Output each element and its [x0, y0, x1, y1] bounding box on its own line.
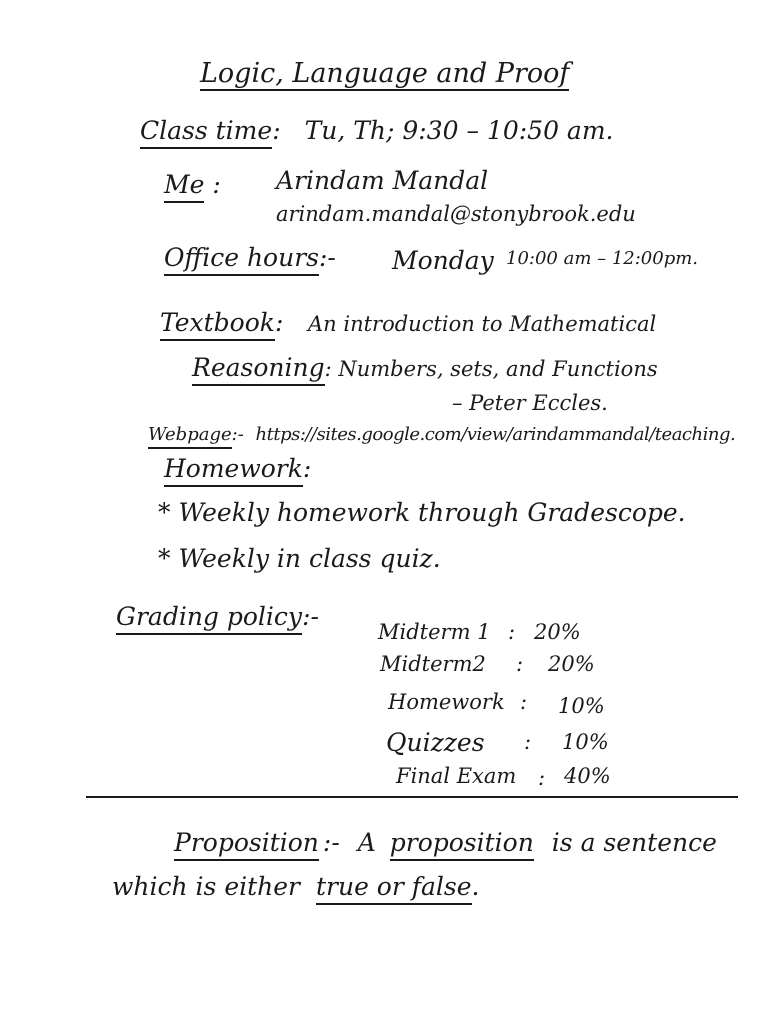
webpage-label: Webpage: [148, 424, 232, 449]
me-label: Me: [164, 170, 204, 203]
grading-item-value: 40%: [564, 764, 611, 788]
proposition-definition-line1: [174, 830, 717, 855]
class-time-value: Tu, Th; 9:30 – 10:50 am.: [304, 116, 614, 145]
proposition-text-b: is a sentence: [551, 828, 717, 857]
proposition-text-c: which is either: [112, 872, 301, 901]
proposition-text-a: A: [357, 828, 376, 857]
grading-item-sep: :: [508, 620, 516, 644]
grading-item-sep: :: [516, 652, 524, 676]
grading-item-value: 10%: [558, 694, 605, 718]
instructor-email: arindam.mandal@stonybrook.edu: [276, 202, 636, 226]
page-title: Logic, Language and Proof: [200, 58, 570, 89]
webpage-sep: :-: [231, 424, 244, 445]
textbook-author: – Peter Eccles.: [452, 391, 608, 415]
textbook-row: [160, 310, 283, 335]
homework-row: [164, 456, 311, 481]
proposition-period: .: [471, 872, 480, 901]
grading-item-name: Quizzes: [386, 728, 485, 757]
textbook-subtitle: : Numbers, sets, and Functions: [324, 357, 658, 381]
class-time-colon: :: [272, 116, 281, 145]
grading-item-name: Homework: [388, 690, 505, 714]
grading-item-value: 10%: [562, 730, 609, 754]
me-row: [164, 172, 221, 197]
webpage-url: https://sites.google.com/view/arindammandal/teaching.: [255, 424, 736, 445]
office-hours-day: Monday: [392, 246, 494, 275]
class-time-label: Class time: [140, 116, 272, 149]
textbook-reasoning: Reasoning: [192, 353, 325, 386]
textbook-title-line2: [192, 355, 658, 380]
grading-item-sep: :: [524, 730, 532, 754]
office-hours-row: [164, 245, 336, 270]
section-divider: [86, 796, 738, 798]
proposition-true-or-false: true or false: [316, 872, 472, 905]
grading-item-sep: :: [520, 690, 528, 714]
proposition-definition-line2: [112, 874, 480, 899]
office-hours-sep: :-: [318, 243, 336, 272]
me-colon: :: [212, 170, 221, 199]
instructor-name: Arindam Mandal: [276, 166, 489, 195]
homework-label: Homework: [164, 454, 303, 487]
grading-item-name: Midterm2: [380, 652, 486, 676]
textbook-colon: :: [274, 308, 284, 337]
homework-item: * Weekly homework through Gradescope.: [158, 498, 686, 527]
grading-policy-row: [116, 604, 319, 629]
webpage-row: [148, 426, 735, 444]
office-hours-label: Office hours: [164, 243, 319, 276]
grading-item-value: 20%: [548, 652, 595, 676]
grading-policy-sep: :-: [302, 602, 319, 631]
grading-item-name: Midterm 1: [378, 620, 491, 644]
office-hours-time: 10:00 am – 12:00pm.: [506, 248, 699, 269]
homework-item: * Weekly in class quiz.: [158, 544, 441, 573]
grading-item-name: Final Exam: [396, 764, 517, 788]
class-time-row: [140, 118, 613, 143]
homework-colon: :: [302, 454, 312, 483]
grading-item-sep: :: [538, 766, 546, 790]
textbook-label: Textbook: [160, 308, 275, 341]
grading-item-value: 20%: [534, 620, 581, 644]
grading-policy-label: Grading policy: [116, 602, 302, 635]
proposition-term: proposition: [390, 828, 534, 861]
proposition-label: Proposition: [174, 828, 319, 861]
proposition-sep: :-: [322, 828, 340, 857]
textbook-title-line1: An introduction to Mathematical: [308, 312, 657, 336]
